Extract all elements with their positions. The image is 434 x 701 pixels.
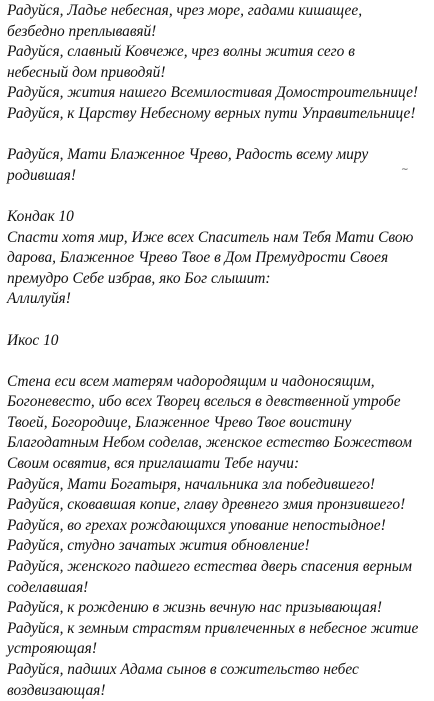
text-line: Аллилуйя! [7, 290, 71, 308]
kondak-10 [7, 207, 431, 310]
text-line: Радуйся, Ладье небесная, чрез море, гадами кишащее, [7, 2, 363, 19]
verse-block-2 [7, 145, 431, 186]
paragraph-gap [7, 125, 431, 146]
text-line: Радуйся, сковавшая копие, главу древнего змия пронзившего! [7, 496, 406, 514]
paragraph-gap [7, 310, 431, 331]
text-line: Радуйся, студно зачатых жития обновление! [7, 537, 310, 555]
text-line: премудро Себе избрав, яко Бог слышит: [7, 269, 271, 287]
text-line: соделавшая! [7, 578, 89, 596]
text-line: Радуйся, Мати Блаженное Чрево, Радость всему миру [7, 146, 369, 164]
ikos-title: Икос 10 [7, 331, 59, 349]
text-line: Радуйся, к земным страстям привлеченных в небесное житие [7, 619, 419, 637]
akathist-text [7, 1, 431, 701]
text-line: Богоневесто, ибо всех Творец вселься в девственной утробе [7, 393, 401, 411]
text-line: Радуйся, женского падшего естества дверь спасения верным [7, 558, 412, 576]
ikos-10 [7, 372, 431, 701]
text-line: Радуйся, славный Ковчеже, чрез волны жития сего в [7, 43, 355, 61]
text-line: небесный дом приводяй! [7, 63, 166, 81]
text-line: Радуйся, жития нашего Всемилостивая Домостроительнице! [7, 84, 419, 102]
kondak-title: Кондак 10 [7, 207, 74, 225]
text-line: Радуйся, к рождению в жизнь вечную нас призывающая! [7, 599, 382, 617]
ikos-title-block [7, 331, 431, 352]
text-line: Своим освятив, вся приглашати Тебе научи: [7, 455, 300, 473]
text-line: родившая! [7, 166, 76, 184]
text-line: дарова, Блаженное Чрево Твое в Дом Премудрости Своея [7, 249, 389, 267]
text-line: Радуйся, Мати Богатыря, начальника зла победившего! [7, 475, 376, 493]
text-line: воздвизающая! [7, 681, 106, 699]
text-line: Стена еси всем матерям чадородящим и чадоносящим, [7, 372, 375, 390]
paragraph-gap [7, 351, 431, 372]
paragraph-gap [7, 186, 431, 207]
text-line: Благодатным Небом соделав, женское естество Божеством [7, 434, 412, 452]
text-line: Радуйся, падших Адама сынов в сожительство небес [7, 661, 359, 678]
text-line: Твоей, Богородице, Блаженное Чрево Твое воистину [7, 413, 352, 431]
text-line: устрояющая! [7, 640, 97, 658]
text-line: Спасти хотя мир, Иже всех Спаситель нам Тебя Мати Свою [7, 228, 414, 246]
text-line: Радуйся, к Царству Небесному верных пути Управительнице! [7, 104, 416, 122]
text-line: безбедно преплывавяй! [7, 22, 157, 40]
stray-mark: ~ [401, 165, 409, 175]
text-line: Радуйся, во грехах рождающихся упование непостыдное! [7, 516, 386, 534]
verse-block-1 [7, 1, 431, 125]
